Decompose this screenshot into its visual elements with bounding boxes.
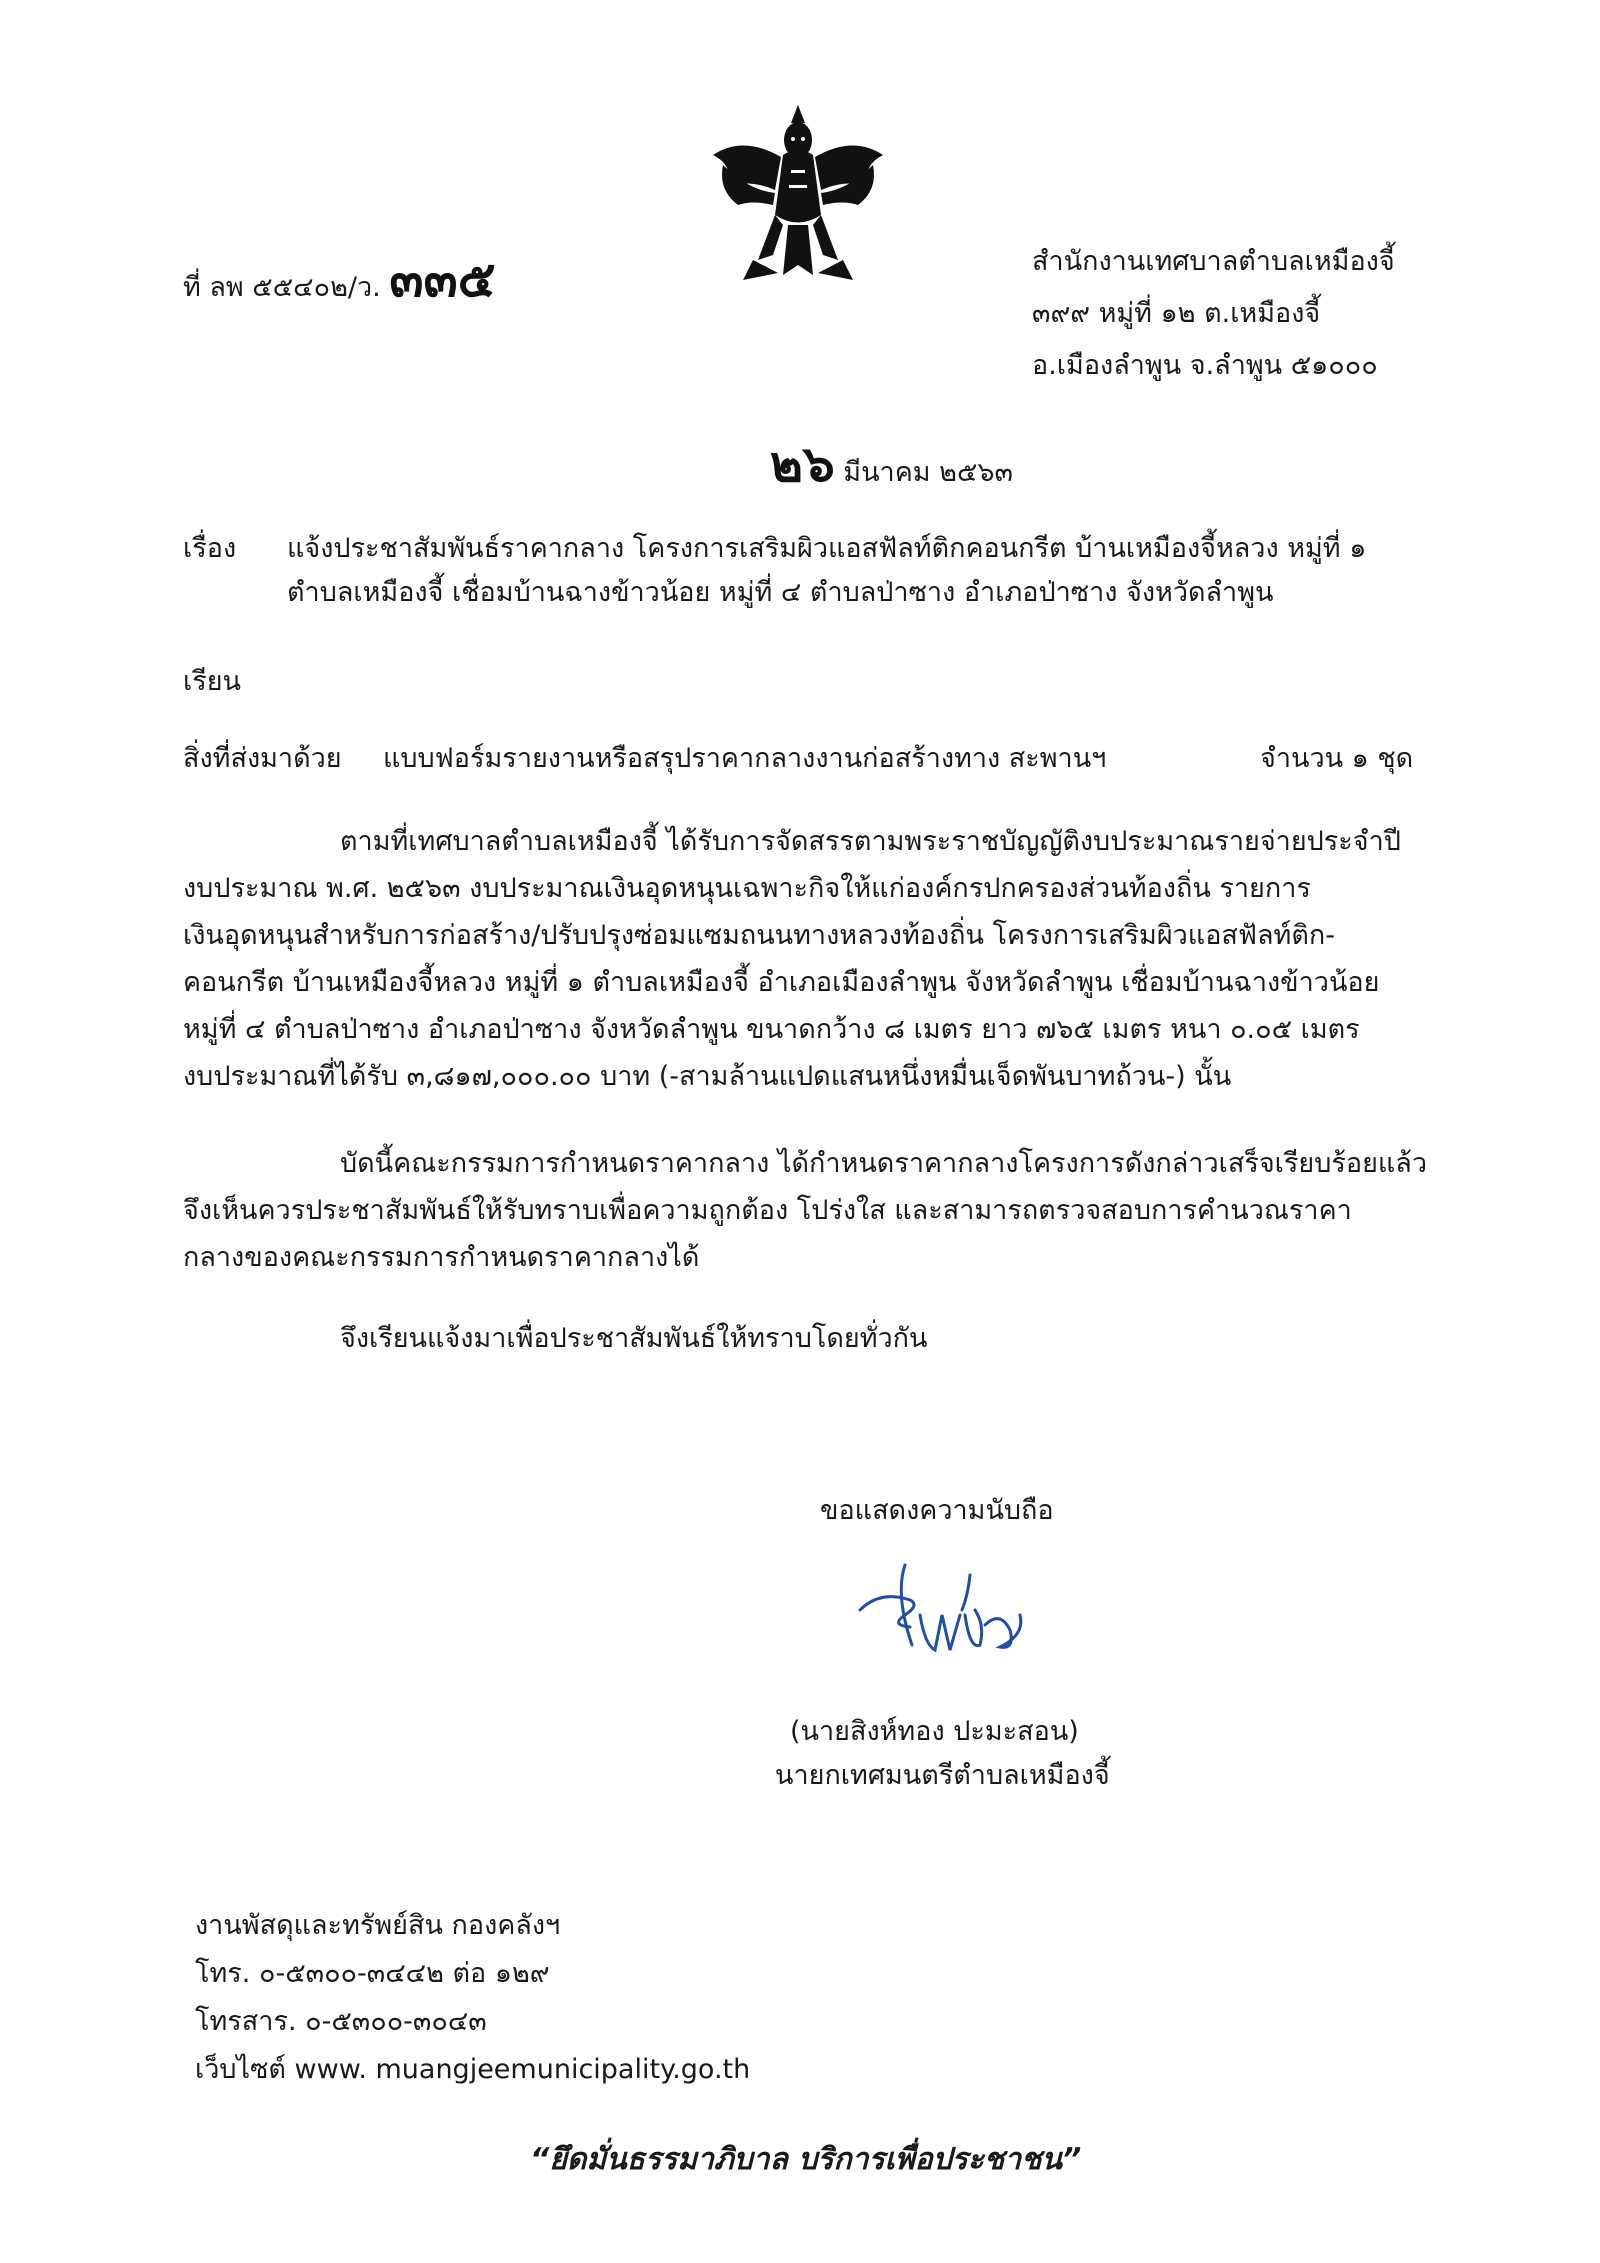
closing: ขอแสดงความนับถือ <box>820 1495 1054 1526</box>
paragraph-line: หมู่ที่ ๔ ตำบลป่าซาง อำเภอป่าซาง จังหวัดลำพูน ขนาดกว้าง ๘ เมตร ยาว ๗๖๕ เมตร หนา ๐.๐๕ เมตร <box>183 1014 1360 1045</box>
footer-fax: โทรสาร. ๐-๕๓๐๐-๓๐๔๓ <box>195 2006 487 2037</box>
paragraph-line: งบประมาณที่ได้รับ ๓,๘๑๗,๐๐๐.๐๐ บาท (-สามล้านแปดแสนหนึ่งหมื่นเจ็ดพันบาทถ้วน-) นั้น <box>183 1061 1232 1092</box>
paragraph-line: คอนกรีต บ้านเหมืองจี้หลวง หมู่ที่ ๑ ตำบลเหมืองจี้ อำเภอเมืองลำพูน จังหวัดลำพูน เชื่อมบ้านฉางข้าวน้อย <box>183 967 1380 998</box>
subject-line: ตำบลเหมืองจี้ เชื่อมบ้านฉางข้าวน้อย หมู่ที่ ๔ ตำบลป่าซาง อำเภอป่าซาง จังหวัดลำพูน <box>287 577 1274 608</box>
date-month-year: มีนาคม ๒๕๖๓ <box>843 457 1013 488</box>
paragraph-line: บัดนี้คณะกรรมการกำหนดราคากลาง ได้กำหนดราคากลางโครงการดังกล่าวเสร็จเรียบร้อยแล้ว <box>340 1148 1428 1179</box>
enclosure-quantity: จำนวน ๑ ชุด <box>1260 743 1414 774</box>
footer-phone: โทร. ๐-๕๓๐๐-๓๔๔๒ ต่อ ๑๒๙ <box>195 1958 550 1989</box>
motto: “ยึดมั่นธรรมาภิบาล บริการเพื่อประชาชน” <box>530 2142 1082 2177</box>
sender-street: ๓๙๙ หมู่ที่ ๑๒ ต.เหมืองจี้ <box>1032 298 1321 329</box>
paragraph-line: กลางของคณะกรรมการกำหนดราคากลางได้ <box>183 1242 700 1273</box>
paragraph-line: เงินอุดหนุนสำหรับการก่อสร้าง/ปรับปรุงซ่อมแซมถนนทางหลวงท้องถิ่น โครงการเสริมผิวแอสฟัลท์ติก- <box>183 920 1335 951</box>
signer-title: นายกเทศมนตรีตำบลเหมืองจี้ <box>775 1760 1110 1791</box>
enclosure-label: สิ่งที่ส่งมาด้วย <box>183 743 342 774</box>
footer-department: งานพัสดุและทรัพย์สิน กองคลังฯ <box>195 1910 561 1941</box>
enclosure-text: แบบฟอร์มรายงานหรือสรุปราคากลางงานก่อสร้างทาง สะพานฯ <box>383 743 1107 774</box>
body-paragraph-3: จึงเรียนแจ้งมาเพื่อประชาสัมพันธ์ให้ทราบโดยทั่วกัน <box>340 1323 928 1354</box>
paragraph-line: ตามที่เทศบาลตำบลเหมืองจี้ ได้รับการจัดสรรตามพระราชบัญญัติงบประมาณรายจ่ายประจำปี <box>340 826 1401 857</box>
signature-image <box>850 1555 1050 1665</box>
date-day-handwritten: ๒๖ <box>770 434 835 493</box>
paragraph-line: งบประมาณ พ.ศ. ๒๕๖๓ งบประมาณเงินอุดหนุนเฉพาะกิจให้แก่องค์กรปกครองส่วนท้องถิ่น รายการ <box>183 873 1311 904</box>
sender-office: สำนักงานเทศบาลตำบลเหมืองจี้ <box>1032 246 1395 277</box>
sender-city: อ.เมืองลำพูน จ.ลำพูน ๕๑๐๐๐ <box>1032 350 1378 381</box>
garuda-emblem-icon <box>703 95 893 285</box>
signer-name: (นายสิงห์ทอง ปะมะสอน) <box>790 1716 1079 1747</box>
reference-prefix: ที่ ลพ ๕๕๔๐๒/ว. <box>183 272 381 303</box>
salutation: เรียน <box>183 666 242 697</box>
subject-line: แจ้งประชาสัมพันธ์ราคากลาง โครงการเสริมผิวแอสฟัลท์ติกคอนกรีต บ้านเหมืองจี้หลวง หมู่ที่ ๑ <box>287 533 1367 564</box>
footer-website: เว็บไซต์ www. muangjeemunicipality.go.th <box>195 2054 751 2085</box>
paragraph-line: จึงเห็นควรประชาสัมพันธ์ให้รับทราบเพื่อความถูกต้อง โปร่งใส และสามารถตรวจสอบการคำนวณราคา <box>183 1195 1352 1226</box>
reference-number-handwritten: ๓๓๕ <box>389 249 496 308</box>
reference-number <box>183 240 496 319</box>
subject-label: เรื่อง <box>183 533 237 564</box>
letter-date <box>770 425 1013 504</box>
